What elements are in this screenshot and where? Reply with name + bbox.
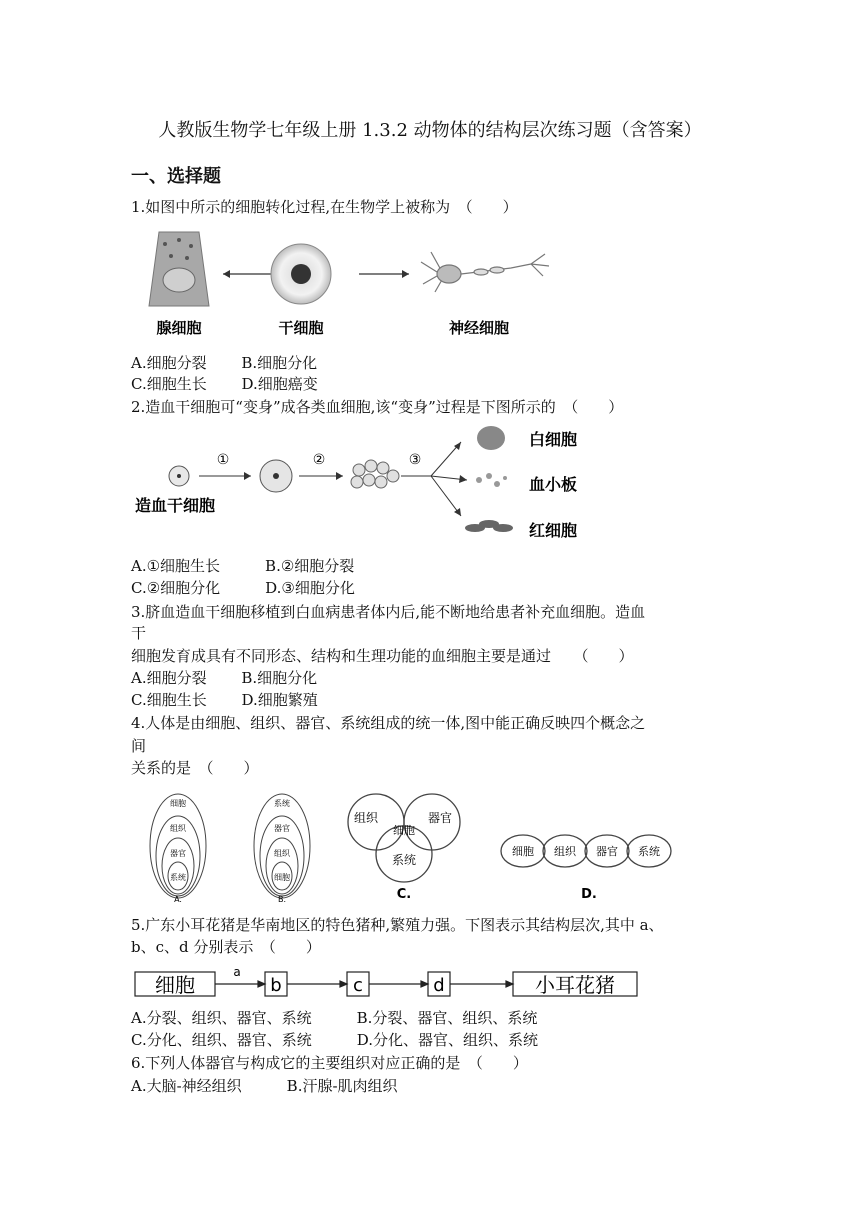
q1-options-row-1: A.细胞分裂 B.细胞分化	[131, 354, 318, 372]
document-title: 人教版生物学七年级上册 1.3.2 动物体的结构层次练习题（含答案）	[158, 120, 702, 141]
q4d-label-4: 系统	[638, 845, 660, 858]
q6-options-row-1: A.大脑-神经组织 B.汗腺-肌肉组织	[131, 1077, 398, 1095]
q4b-label-1: 系统	[274, 799, 290, 808]
question-5-stem-line-2: b、c、d 分别表示 （ ）	[131, 938, 321, 956]
section-heading: 一、选择题	[131, 166, 221, 187]
platelet-image	[476, 473, 507, 487]
q2-blood-cell-figure	[131, 420, 601, 550]
q2-step-1: ①	[216, 452, 230, 468]
q1-options-row-2: C.细胞生长 D.细胞癌变	[131, 375, 318, 393]
q4c-label-4: 系统	[391, 853, 417, 867]
q2-options-row-2: C.②细胞分化 D.③细胞分化	[131, 579, 355, 597]
q1-label-neuron: 神经细胞	[448, 319, 510, 337]
q5-box-start: 细胞	[155, 973, 195, 997]
q4c-label-3: 细胞	[393, 824, 415, 837]
q1-label-gland-cell: 腺细胞	[156, 319, 202, 337]
q4a-label-4: 系统	[170, 873, 186, 882]
q4a-label-1: 细胞	[170, 799, 186, 808]
q4d-label-2: 组织	[554, 845, 576, 858]
question-3-stem-line-2: 干	[131, 624, 147, 642]
q3-options-row-2: C.细胞生长 D.细胞繁殖	[131, 691, 318, 709]
question-3-stem-line-3: 细胞发育成具有不同形态、结构和生理功能的血细胞主要是通过 （ ）	[131, 647, 634, 665]
q5-hierarchy-figure	[131, 962, 641, 1002]
q4d-label-3: 器官	[596, 845, 618, 858]
q4-figure-c	[348, 794, 460, 882]
q4c-label-1: 组织	[353, 811, 379, 825]
q4c-label-2: 器官	[427, 811, 453, 825]
question-1-stem: 1.如图中所示的细胞转化过程,在生物学上被称为 （ ）	[131, 198, 518, 216]
stem-cell-image	[271, 244, 331, 304]
q2-label-red-cell: 红细胞	[529, 521, 578, 540]
q2-step-2: ②	[312, 452, 326, 468]
q4-figure-a	[150, 794, 206, 898]
q5-arrow-label-a: a	[233, 965, 241, 979]
q4c-letter: C.	[396, 887, 412, 902]
question-4-stem-line-3: 关系的是 （ ）	[131, 759, 259, 777]
q4-figure-b	[254, 794, 310, 898]
q5-box-c: c	[353, 975, 363, 996]
q2-options-row-1: A.①细胞生长 B.②细胞分裂	[131, 557, 355, 575]
q5-box-b: b	[270, 975, 282, 996]
white-cell-image	[477, 426, 505, 450]
q1-label-stem-cell: 干细胞	[278, 319, 324, 337]
q2-label-platelet: 血小板	[529, 475, 578, 494]
q4a-label-3: 器官	[170, 849, 186, 858]
q4d-letter: D.	[581, 887, 597, 902]
q4-concept-figures	[140, 786, 700, 908]
q4b-label-2: 器官	[274, 824, 290, 833]
q5-options-row-1: A.分裂、组织、器官、系统 B.分裂、器官、组织、系统	[131, 1009, 538, 1027]
question-6-stem: 6.下列人体器官与构成它的主要组织对应正确的是 （ ）	[131, 1054, 528, 1072]
question-3-stem-line-1: 3.脐血造血干细胞移植到白血病患者体内后,能不断地给患者补充血细胞。造血	[131, 603, 646, 621]
dividing-cells-image	[351, 460, 399, 488]
q4b-label-4: 细胞	[274, 873, 290, 882]
q4b-letter: B.	[277, 895, 287, 904]
question-2-stem: 2.造血干细胞可“变身”成各类血细胞,该“变身”过程是下图所示的 （ ）	[131, 398, 624, 416]
q4d-label-1: 细胞	[512, 845, 534, 858]
q1-cell-figure	[131, 222, 561, 352]
q3-options-row-1: A.细胞分裂 B.细胞分化	[131, 669, 318, 687]
question-5-stem-line-1: 5.广东小耳花猪是华南地区的特色猪种,繁殖力强。下图表示其结构层次,其中 a、	[131, 916, 664, 934]
q5-options-row-2: C.分化、组织、器官、系统 D.分化、器官、组织、系统	[131, 1031, 538, 1049]
q4a-label-2: 组织	[170, 824, 186, 833]
red-cell-image	[465, 520, 513, 532]
q2-label-source: 造血干细胞	[135, 496, 216, 515]
q2-step-3: ③	[408, 452, 422, 468]
gland-cell-image	[149, 232, 209, 306]
q5-box-d: d	[433, 975, 445, 996]
question-4-stem-line-1: 4.人体是由细胞、组织、器官、系统组成的统一体,图中能正确反映四个概念之	[131, 714, 646, 732]
question-4-stem-line-2: 间	[131, 737, 147, 755]
neuron-image	[421, 252, 549, 292]
q4b-label-3: 组织	[274, 849, 290, 858]
q2-label-white-cell: 白细胞	[529, 430, 578, 449]
q5-box-end: 小耳花猪	[535, 973, 615, 997]
q4a-letter: A.	[174, 895, 182, 904]
